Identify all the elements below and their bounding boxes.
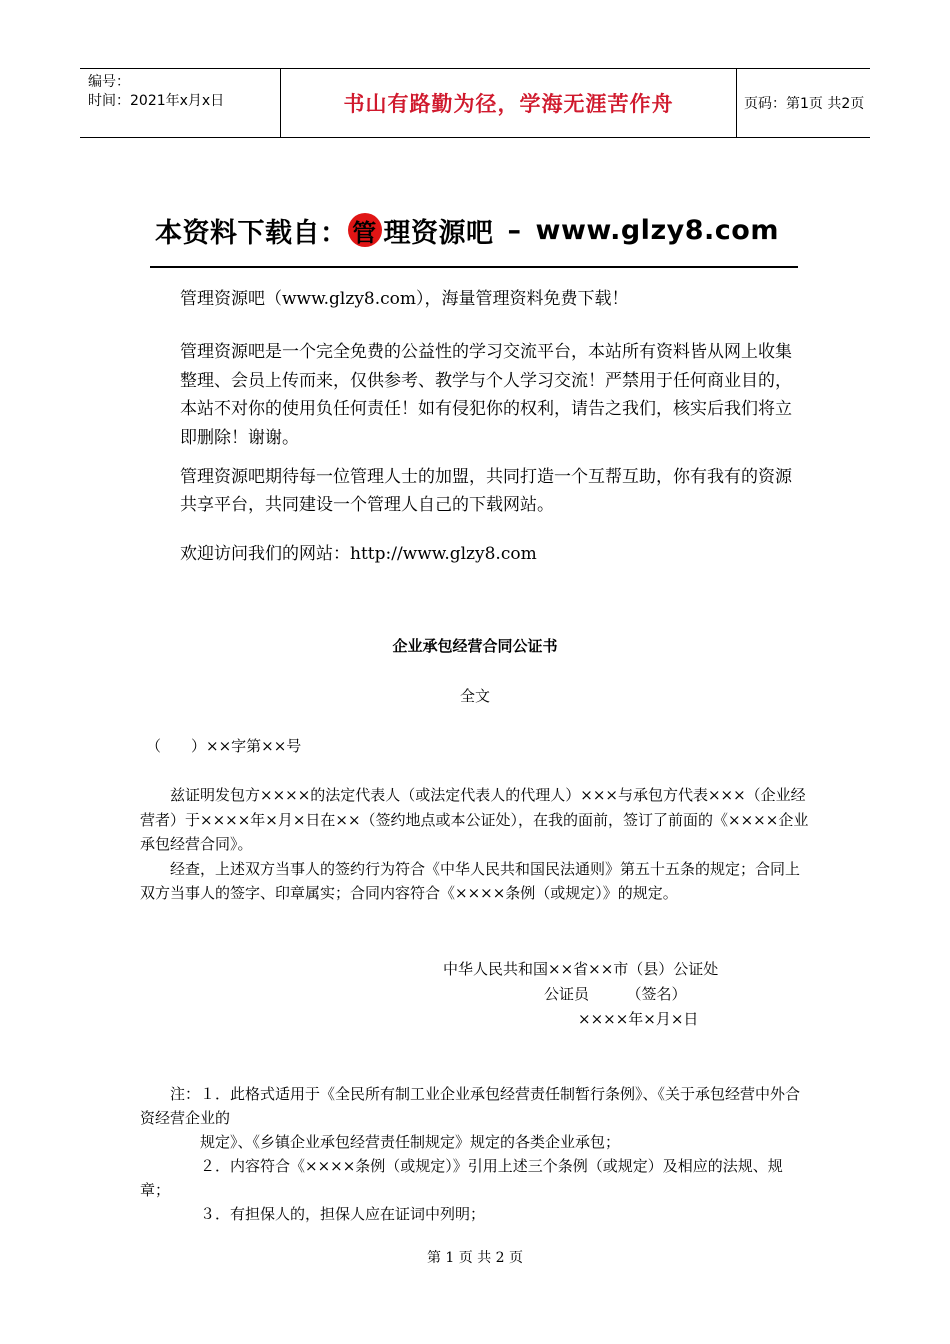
page-footer: 第 1 页 共 2 页 xyxy=(426,1250,524,1266)
doc-subtitle: 全文 xyxy=(459,687,490,705)
note-1-cont: 规定》、《乡镇企业承包经营责任制规定》规定的各类企业承包； xyxy=(140,1133,621,1151)
sign-office: 中华人民共和国××省××市（县）公证处 xyxy=(443,960,719,978)
header-meta xyxy=(80,69,280,137)
note-2: ２．内容符合《××××条例（或规定）》引用上述三个条例（或规定）及相应的法规、规章； xyxy=(140,1157,783,1199)
note-3: ３．有担保人的，担保人应在证词中列明； xyxy=(140,1205,486,1223)
doc-number: （ ）××字第××号 xyxy=(146,737,302,755)
download-banner xyxy=(155,208,779,252)
doc-title: 企业承包经营合同公证书 xyxy=(392,637,558,655)
note-1: 注：１．此格式适用于《全民所有制工业企业承包经营责任制暂行条例》、《关于承包经营中外合资经营企业的 xyxy=(140,1085,801,1127)
doc-body xyxy=(140,783,812,906)
code-label: 编号： xyxy=(88,74,130,90)
intro-block-2 xyxy=(180,338,800,452)
doc-para-2: 经查，上述双方当事人的签约行为符合《中华人民共和国民法通则》第五十五条的规定；合同上双方当事人的签字、印章属实；合同内容符合《××××条例（或规定）》的规定。 xyxy=(140,859,801,902)
page-header xyxy=(80,68,870,138)
banner-prefix: 本资料下载自： xyxy=(155,217,348,249)
banner-url: www.glzy8.com xyxy=(535,214,779,246)
doc-para-1: 兹证明发包方××××的法定代表人（或法定代表人的代理人）×××与承包方代表×××（企业经营者）于××××年×月×日在××（签约地点或本公证处），在我的面前，签订了前面的《××××企业承包经营合同》。 xyxy=(140,786,809,853)
banner-site-name: 理资源吧 xyxy=(383,217,494,249)
sign-notary: 公证员 （签名） xyxy=(544,985,687,1003)
doc-notes xyxy=(140,1082,812,1226)
date-label: 时间：2021年x月x日 xyxy=(88,93,225,109)
intro-p4: 欢迎访问我们的网站：http://www.glzy8.com xyxy=(180,544,537,564)
intro-p1: 管理资源吧（www.glzy8.com），海量管理资料免费下载！ xyxy=(180,289,629,309)
header-page-label: 页码：第1页 共2页 xyxy=(744,96,865,112)
intro-block-4 xyxy=(180,541,800,568)
banner-divider xyxy=(150,266,798,268)
intro-p2: 管理资源吧是一个完全免费的公益性的学习交流平台，本站所有资料皆从网上收集整理、会员上传而来，仅供参考、教学与个人学习交流！严禁用于任何商业目的，本站不对你的使用负任何责任！如有侵犯你的权利，请告之我们，核实后我们将立即删除！谢谢。 xyxy=(180,342,792,448)
logo-circle-icon: 管 xyxy=(348,213,382,247)
intro-p3: 管理资源吧期待每一位管理人士的加盟，共同打造一个互帮互助，你有我有的资源共享平台，共同建设一个管理人自己的下载网站。 xyxy=(180,467,792,515)
header-motto: 书山有路勤为径，学海无涯苦作舟 xyxy=(280,69,737,137)
banner-dash: – xyxy=(507,214,522,246)
intro-block-3 xyxy=(180,463,800,519)
sign-date: ××××年×月×日 xyxy=(578,1010,699,1028)
intro-block xyxy=(180,286,800,313)
